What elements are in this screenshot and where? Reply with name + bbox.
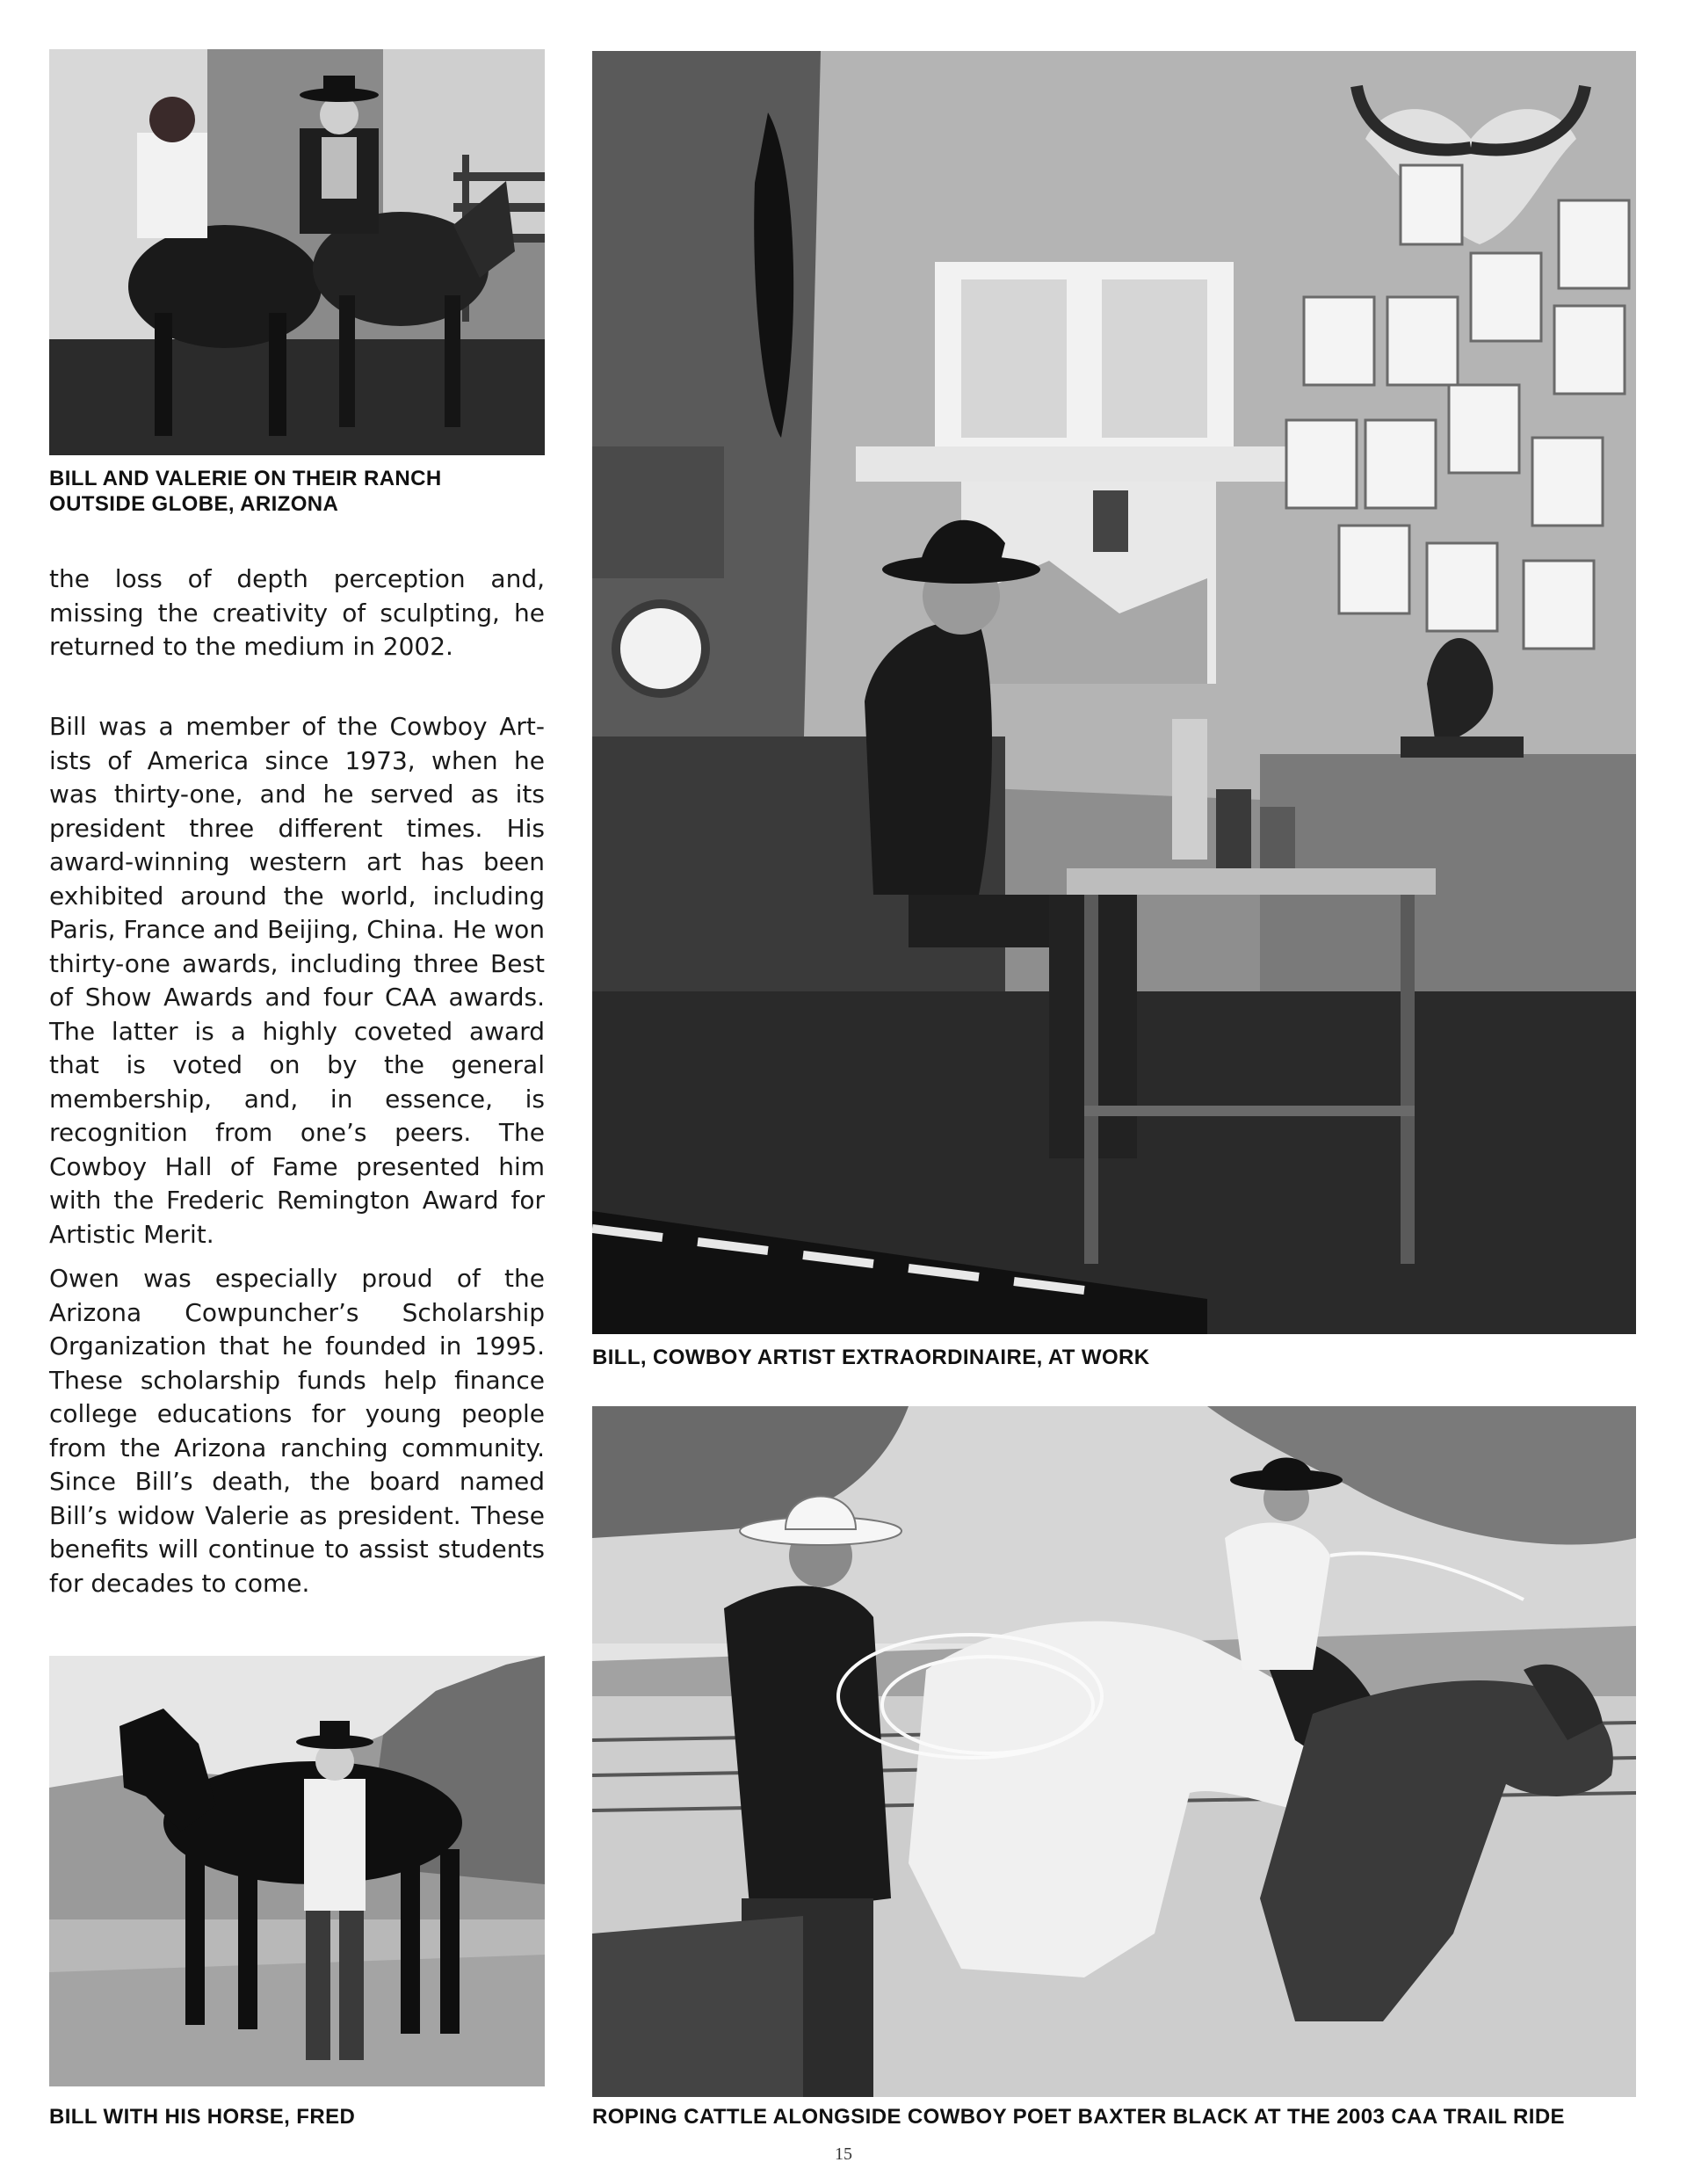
article-paragraph-1: the loss of depth perception and, missing the creativity of sculpting, he returned to the medium in 2002. (49, 564, 545, 661)
article-paragraph-3: Owen was especially proud of the Arizona Cowpuncher’s Scholarship Organization that he founded in 1995. These scholarship funds help finance college educations for young people from the Arizona ranching community. Since Bill’s death, the board named Bill’s widow Valerie as president. These benefits will continue to assist students for decades to come. (49, 1264, 545, 1598)
caption-roping-photo: ROPING CATTLE ALONGSIDE COWBOY POET BAXTER BLACK AT THE 2003 CAA TRAIL RIDE (592, 2105, 1565, 2129)
photo-bill-and-valerie-ranch (49, 49, 545, 455)
caption-ranch-photo: BILL AND VALERIE ON THEIR RANCH OUTSIDE GLOBE, ARIZONA (49, 467, 442, 516)
studio-photo-illustration (592, 51, 1636, 1334)
caption-horse-photo: BILL WITH HIS HORSE, FRED (49, 2105, 356, 2129)
article-paragraph-2: Bill was a member of the Cowboy Artists of America since 1973, when he was thirty-one, and he served as its president three different times. His award-winning western art has been exhibited around the world, including Paris, France and Beijing, China. He won thirty-one awards, including three Best of Show Awards and four CAA awards. The latter is a highly coveted award that is voted on by the general membership, and, in essence, is recognition from one’s peers. The Cowboy Hall of Fame presented him with the Frederic Remington Award for Artistic Merit. (49, 712, 545, 1249)
photo-roping-cattle (592, 1406, 1636, 2097)
photo-bill-painting-studio (592, 51, 1636, 1334)
photo-bill-with-horse (49, 1656, 545, 2086)
horse-photo-illustration (49, 1656, 545, 2086)
caption-studio-photo: BILL, COWBOY ARTIST EXTRAORDINAIRE, AT WORK (592, 1346, 1150, 1369)
roping-photo-illustration (592, 1406, 1636, 2097)
ranch-photo-illustration (49, 49, 545, 455)
page-number: 15 (835, 2144, 852, 2164)
